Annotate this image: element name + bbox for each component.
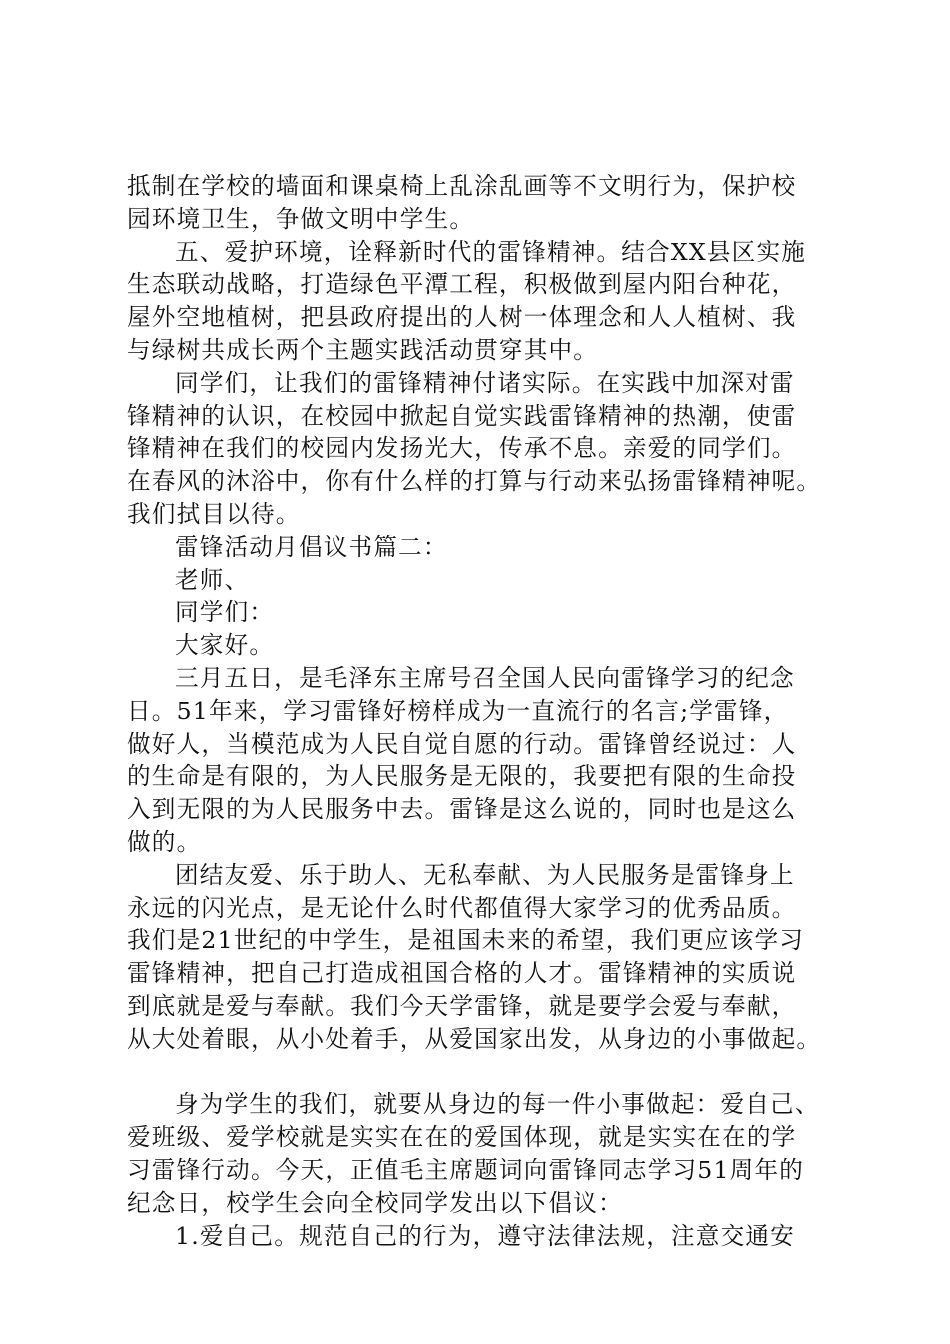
text-line: 雷锋活动月倡议书篇二： xyxy=(175,532,448,561)
blank-line xyxy=(127,1056,849,1089)
text-line: 我们拭目以待。 xyxy=(127,499,301,528)
text-line: 与绿树共成长两个主题实践活动贯穿其中。 xyxy=(127,335,599,364)
text-line: 日。51年来，学习雷锋好榜样成为一直流行的名言;学雷锋， xyxy=(127,696,789,725)
text-line: 生态联动战略，打造绿色平潭工程，积极做到屋内阳台种花， xyxy=(127,270,797,299)
text-line: 爱班级、爱学校就是实实在在的爱国体现，就是实实在在的学 xyxy=(127,1123,797,1152)
text-line: 五、爱护环境，诠释新时代的雷锋精神。结合XX县区实施 xyxy=(175,237,807,266)
text-line: 入到无限的为人民服务中去。雷锋是这么说的，同时也是这么 xyxy=(127,795,797,824)
text-line: 做的。 xyxy=(127,827,202,856)
text-line: 永远的闪光点，是无论什么时代都值得大家学习的优秀品质。 xyxy=(127,893,797,922)
text-line: 锋精神在我们的校园内发扬光大，传承不息。亲爱的同学们。 xyxy=(127,434,797,463)
text-line: 锋精神的认识，在校园中掀起自觉实践雷锋精神的热潮，使雷 xyxy=(127,401,797,430)
text-line: 老师、 xyxy=(175,565,250,594)
text-line: 1.爱自己。规范自己的行为，遵守法律法规，注意交通安 xyxy=(175,1221,795,1250)
text-line: 习雷锋行动。今天，正值毛主席题词向雷锋同志学习51周年的 xyxy=(127,1155,805,1184)
text-line: 同学们，让我们的雷锋精神付诸实际。在实践中加深对雷 xyxy=(175,368,795,397)
document-body xyxy=(127,170,849,1252)
text-line: 抵制在学校的墙面和课桌椅上乱涂乱画等不文明行为，保护校 xyxy=(127,172,797,200)
text-line: 团结友爱、乐于助人、无私奉献、为人民服务是雷锋身上 xyxy=(175,860,795,889)
text-line: 的生命是有限的，为人民服务是无限的，我要把有限的生命投 xyxy=(127,762,797,791)
text-line: 纪念日，校学生会向全校同学发出以下倡议： xyxy=(127,1188,623,1217)
text-line: 从大处着眼，从小处着手，从爱国家出发，从身边的小事做起。 xyxy=(127,1024,822,1053)
text-line: 身为学生的我们，就要从身边的每一件小事做起：爱自己、 xyxy=(175,1090,820,1119)
text-line: 同学们： xyxy=(175,598,275,627)
text-line: 雷锋精神，把自己打造成祖国合格的人才。雷锋精神的实质说 xyxy=(127,959,797,988)
text-line: 做好人，当模范成为人民自觉自愿的行动。雷锋曾经说过：人 xyxy=(127,729,797,758)
text-line: 屋外空地植树，把县政府提出的人树一体理念和人人植树、我 xyxy=(127,303,797,332)
text-line: 我们是21世纪的中学生，是祖国未来的希望，我们更应该学习 xyxy=(127,926,805,955)
text-line: 到底就是爱与奉献。我们今天学雷锋，就是要学会爱与奉献， xyxy=(127,991,797,1020)
text-line: 在春风的沐浴中，你有什么样的打算与行动来弘扬雷锋精神呢。 xyxy=(127,467,822,496)
text-line: 园环境卫生，争做文明中学生。 xyxy=(127,204,475,233)
text-line: 大家好。 xyxy=(175,631,275,660)
text-line: 三月五日，是毛泽东主席号召全国人民向雷锋学习的纪念 xyxy=(175,663,795,692)
